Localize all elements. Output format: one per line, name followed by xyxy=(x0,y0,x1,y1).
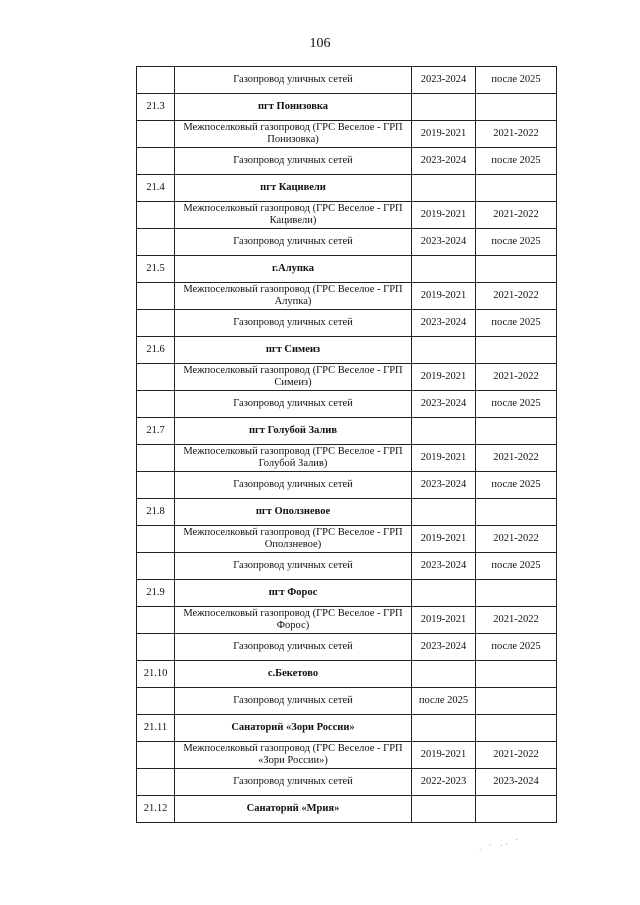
row-number-cell xyxy=(137,121,175,148)
table-row xyxy=(137,769,557,796)
design-period-cell: 2019-2021 xyxy=(412,742,476,769)
row-number-cell: 21.6 xyxy=(137,337,175,364)
section-row xyxy=(137,418,557,445)
design-period-cell: 2019-2021 xyxy=(412,202,476,229)
construction-period-cell xyxy=(476,715,557,742)
row-number-cell xyxy=(137,148,175,175)
construction-period-cell: после 2025 xyxy=(476,472,557,499)
object-name-cell: Газопровод уличных сетей xyxy=(175,769,412,796)
row-number-cell xyxy=(137,310,175,337)
construction-period-cell xyxy=(476,580,557,607)
row-number-cell xyxy=(137,202,175,229)
object-name-cell: Газопровод уличных сетей xyxy=(175,688,412,715)
object-name-cell: Газопровод уличных сетей xyxy=(175,67,412,94)
construction-period-cell: после 2025 xyxy=(476,391,557,418)
object-name-cell: Газопровод уличных сетей xyxy=(175,148,412,175)
section-title-cell: с.Бекетово xyxy=(175,661,412,688)
design-period-cell xyxy=(412,661,476,688)
design-period-cell: 2023-2024 xyxy=(412,310,476,337)
object-name-cell: Межпоселковый газопровод (ГРС Веселое - ГРП Форос) xyxy=(175,607,412,634)
object-name-cell: Межпоселковый газопровод (ГРС Веселое - ГРП «Зори России») xyxy=(175,742,412,769)
schedule-table-body xyxy=(137,67,557,823)
section-title-cell: пгт Кацивели xyxy=(175,175,412,202)
gasification-schedule-table xyxy=(136,66,557,823)
object-name-cell: Газопровод уличных сетей xyxy=(175,310,412,337)
row-number-cell xyxy=(137,472,175,499)
construction-period-cell xyxy=(476,94,557,121)
construction-period-cell: 2021-2022 xyxy=(476,526,557,553)
construction-period-cell: 2021-2022 xyxy=(476,445,557,472)
table-row xyxy=(137,742,557,769)
section-row xyxy=(137,715,557,742)
construction-period-cell xyxy=(476,688,557,715)
page-number: 106 xyxy=(309,36,331,51)
construction-period-cell xyxy=(476,418,557,445)
construction-period-cell xyxy=(476,661,557,688)
row-number-cell: 21.7 xyxy=(137,418,175,445)
section-title-cell: пгт Форос xyxy=(175,580,412,607)
section-title-cell: Санаторий «Мрия» xyxy=(175,796,412,823)
row-number-cell xyxy=(137,229,175,256)
design-period-cell: 2019-2021 xyxy=(412,283,476,310)
section-row xyxy=(137,175,557,202)
section-title-cell: Санаторий «Зори России» xyxy=(175,715,412,742)
table-row xyxy=(137,445,557,472)
row-number-cell: 21.9 xyxy=(137,580,175,607)
design-period-cell xyxy=(412,418,476,445)
design-period-cell xyxy=(412,94,476,121)
object-name-cell: Межпоселковый газопровод (ГРС Веселое - ГРП Понизовка) xyxy=(175,121,412,148)
table-row xyxy=(137,553,557,580)
row-number-cell xyxy=(137,67,175,94)
design-period-cell: 2019-2021 xyxy=(412,121,476,148)
construction-period-cell: 2023-2024 xyxy=(476,769,557,796)
design-period-cell xyxy=(412,715,476,742)
table-row xyxy=(137,526,557,553)
object-name-cell: Межпоселковый газопровод (ГРС Веселое - ГРП Алупка) xyxy=(175,283,412,310)
design-period-cell xyxy=(412,337,476,364)
design-period-cell: 2023-2024 xyxy=(412,148,476,175)
row-number-cell: 21.11 xyxy=(137,715,175,742)
design-period-cell xyxy=(412,796,476,823)
row-number-cell xyxy=(137,283,175,310)
design-period-cell: 2019-2021 xyxy=(412,364,476,391)
table-row xyxy=(137,67,557,94)
construction-period-cell xyxy=(476,256,557,283)
design-period-cell: 2023-2024 xyxy=(412,472,476,499)
construction-period-cell xyxy=(476,499,557,526)
row-number-cell: 21.10 xyxy=(137,661,175,688)
table-row xyxy=(137,310,557,337)
section-title-cell: пгт Понизовка xyxy=(175,94,412,121)
section-row xyxy=(137,256,557,283)
section-row xyxy=(137,661,557,688)
design-period-cell xyxy=(412,499,476,526)
row-number-cell xyxy=(137,391,175,418)
construction-period-cell: после 2025 xyxy=(476,67,557,94)
construction-period-cell xyxy=(476,337,557,364)
row-number-cell xyxy=(137,634,175,661)
construction-period-cell: после 2025 xyxy=(476,553,557,580)
design-period-cell: 2023-2024 xyxy=(412,67,476,94)
object-name-cell: Газопровод уличных сетей xyxy=(175,229,412,256)
design-period-cell: 2019-2021 xyxy=(412,607,476,634)
row-number-cell xyxy=(137,445,175,472)
construction-period-cell: после 2025 xyxy=(476,229,557,256)
design-period-cell: после 2025 xyxy=(412,688,476,715)
construction-period-cell: 2021-2022 xyxy=(476,202,557,229)
row-number-cell: 21.8 xyxy=(137,499,175,526)
construction-period-cell xyxy=(476,796,557,823)
section-title-cell: пгт Оползневое xyxy=(175,499,412,526)
section-row xyxy=(137,499,557,526)
construction-period-cell: 2021-2022 xyxy=(476,121,557,148)
construction-period-cell: 2021-2022 xyxy=(476,283,557,310)
design-period-cell xyxy=(412,175,476,202)
construction-period-cell: 2021-2022 xyxy=(476,742,557,769)
construction-period-cell: после 2025 xyxy=(476,148,557,175)
design-period-cell: 2022-2023 xyxy=(412,769,476,796)
design-period-cell xyxy=(412,580,476,607)
object-name-cell: Газопровод уличных сетей xyxy=(175,553,412,580)
row-number-cell xyxy=(137,526,175,553)
row-number-cell xyxy=(137,742,175,769)
section-title-cell: пгт Голубой Залив xyxy=(175,418,412,445)
construction-period-cell xyxy=(476,175,557,202)
object-name-cell: Межпоселковый газопровод (ГРС Веселое - ГРП Оползневое) xyxy=(175,526,412,553)
table-row xyxy=(137,202,557,229)
construction-period-cell: после 2025 xyxy=(476,310,557,337)
table-row xyxy=(137,121,557,148)
table-row xyxy=(137,688,557,715)
row-number-cell: 21.5 xyxy=(137,256,175,283)
design-period-cell: 2023-2024 xyxy=(412,553,476,580)
section-row xyxy=(137,337,557,364)
row-number-cell xyxy=(137,769,175,796)
row-number-cell xyxy=(137,364,175,391)
row-number-cell xyxy=(137,553,175,580)
table-row xyxy=(137,472,557,499)
object-name-cell: Газопровод уличных сетей xyxy=(175,634,412,661)
object-name-cell: Газопровод уличных сетей xyxy=(175,472,412,499)
design-period-cell: 2019-2021 xyxy=(412,445,476,472)
object-name-cell: Газопровод уличных сетей xyxy=(175,391,412,418)
table-row xyxy=(137,607,557,634)
construction-period-cell: 2021-2022 xyxy=(476,607,557,634)
table-row xyxy=(137,229,557,256)
section-row xyxy=(137,580,557,607)
row-number-cell xyxy=(137,607,175,634)
section-title-cell: пгт Симеиз xyxy=(175,337,412,364)
table-row xyxy=(137,283,557,310)
section-title-cell: г.Алупка xyxy=(175,256,412,283)
table-row xyxy=(137,148,557,175)
design-period-cell: 2023-2024 xyxy=(412,391,476,418)
object-name-cell: Межпоселковый газопровод (ГРС Веселое - ГРП Симеиз) xyxy=(175,364,412,391)
section-row xyxy=(137,94,557,121)
section-row xyxy=(137,796,557,823)
object-name-cell: Межпоселковый газопровод (ГРС Веселое - ГРП Кацивели) xyxy=(175,202,412,229)
design-period-cell: 2019-2021 xyxy=(412,526,476,553)
row-number-cell: 21.12 xyxy=(137,796,175,823)
table-row xyxy=(137,391,557,418)
row-number-cell: 21.3 xyxy=(137,94,175,121)
row-number-cell xyxy=(137,688,175,715)
design-period-cell: 2023-2024 xyxy=(412,229,476,256)
design-period-cell xyxy=(412,256,476,283)
construction-period-cell: 2021-2022 xyxy=(476,364,557,391)
margin-marks: . · .. · xyxy=(477,833,523,853)
object-name-cell: Межпоселковый газопровод (ГРС Веселое - ГРП Голубой Залив) xyxy=(175,445,412,472)
design-period-cell: 2023-2024 xyxy=(412,634,476,661)
table-row xyxy=(137,364,557,391)
construction-period-cell: после 2025 xyxy=(476,634,557,661)
row-number-cell: 21.4 xyxy=(137,175,175,202)
table-row xyxy=(137,634,557,661)
